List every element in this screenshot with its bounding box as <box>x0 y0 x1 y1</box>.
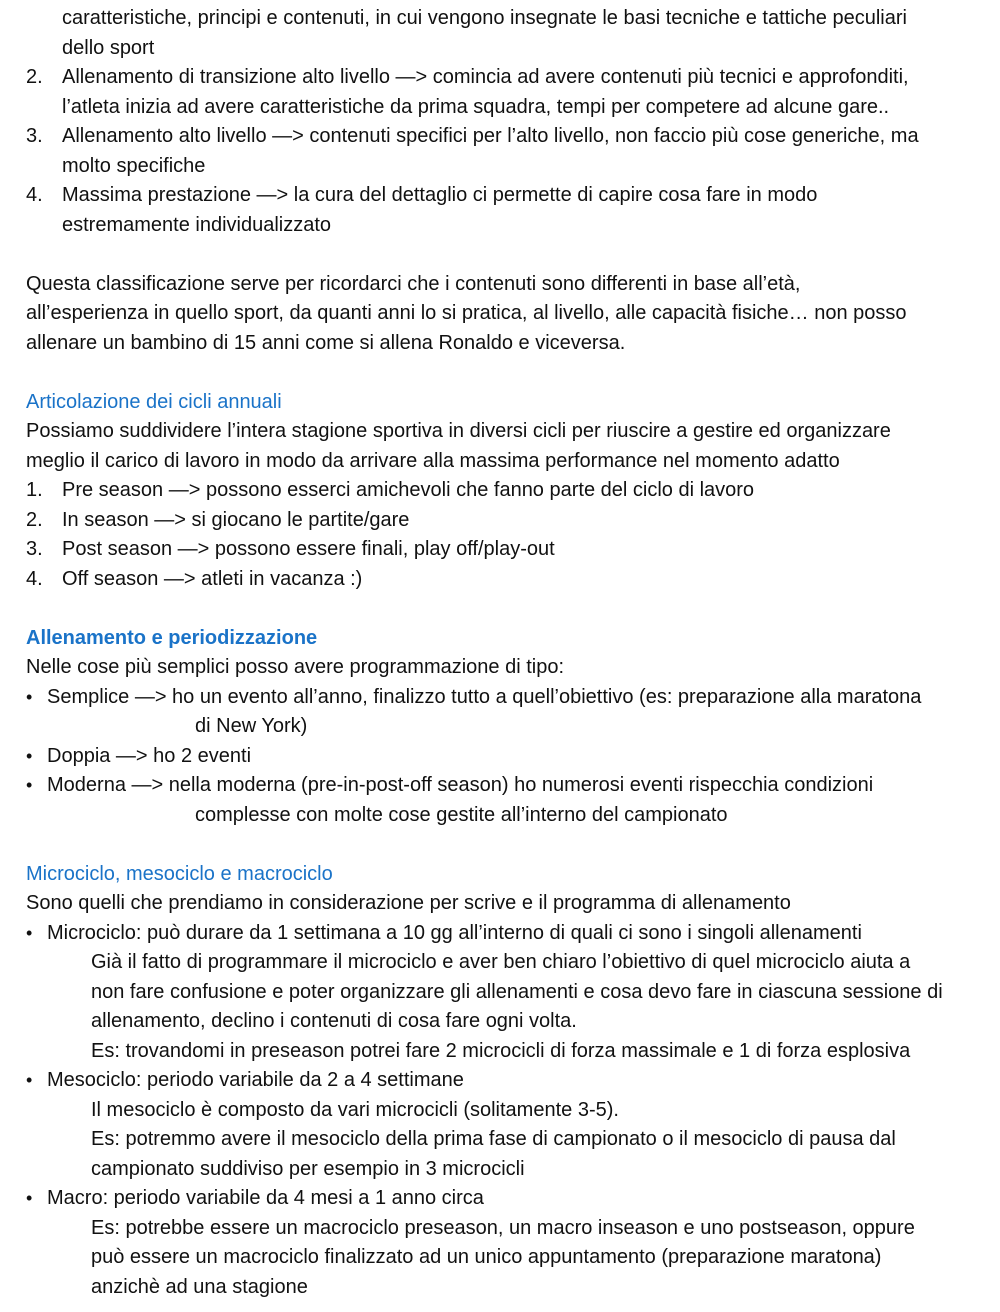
bullet-icon: • <box>26 1188 33 1208</box>
list-item: 1. Pre season —> possono esserci amichevoli che fanno parte del ciclo di lavoro <box>26 479 755 501</box>
bullet-item-macrociclo: • Macro: periodo variabile da 4 mesi a 1 anno circa Es: potrebbe essere un macrociclo preseason, un macro inseason e uno postseason, oppure può essere un macrociclo finalizzato ad un unico appuntamento (preparazione maratona) anzichè ad una stagione <box>26 1184 976 1302</box>
list-item: 4. Off season —> atleti in vacanza :) <box>26 567 363 590</box>
bullet-icon: • <box>26 1070 33 1090</box>
bullet-item-semplice: • Semplice —> ho un evento all’anno, finalizzo tutto a quell’obiettivo (es: preparazione alla maratona di New York) <box>26 683 976 742</box>
bullet-icon: • <box>26 686 33 707</box>
document-page <box>26 4 976 1302</box>
list-item: 2. In season —> si giocano le partite/gare <box>26 508 410 531</box>
list-item: 3. Post season —> possono essere finali, play off/play-out <box>26 538 555 560</box>
bullet-icon: • <box>26 775 33 795</box>
bullet-item-moderna: • Moderna —> nella moderna (pre-in-post-off season) ho numerosi eventi rispecchia condizioni complesse con molte cose gestite all’interno del campionato <box>26 771 976 830</box>
spacer <box>26 830 976 860</box>
list-item-1-continuation: caratteristiche, principi e contenuti, in cui vengono insegnate le basi tecniche e tattiche peculiari dello sport <box>62 7 907 59</box>
periodizzazione-intro: Nelle cose più semplici posso avere programmazione di tipo: <box>26 656 565 678</box>
list-item-3: 3. Allenamento alto livello —> contenuti specifici per l’alto livello, non faccio più cose generiche, ma molto specifiche <box>26 125 919 177</box>
heading-periodizzazione: Allenamento e periodizzazione <box>26 626 318 649</box>
classification-paragraph: Questa classificazione serve per ricordarci che i contenuti sono differenti in base all’età, all’esperienza in quello sport, da quanti anni lo si pratica, al livello, alle capacità fisiche… non posso allenare un bambino di 15 anni come si allena Ronaldo e viceversa. <box>26 272 907 354</box>
list-item-2: 2. Allenamento di transizione alto livello —> comincia ad avere contenuti più tecnici e approfonditi, l’atleta inizia ad avere caratteristiche da prima squadra, tempi per competere ad alcune gare.. <box>26 66 909 118</box>
bullet-item-mesociclo: • Mesociclo: periodo variabile da 2 a 4 settimane Il mesociclo è composto da vari microcicli (solitamente 3-5). Es: potremmo avere il mesociclo della prima fase di campionato o il mesociclo di pausa dal campionato suddiviso per esempio in 3 microcicli <box>26 1066 976 1184</box>
cicli-intro: Possiamo suddividere l’intera stagione sportiva in diversi cicli per riuscire a gestire ed organizzare meglio il carico di lavoro in modo da arrivare alla massima performance nel momento adatto <box>26 420 891 472</box>
bullet-icon: • <box>26 745 33 766</box>
spacer <box>26 240 976 270</box>
bullet-item-microciclo: • Microciclo: può durare da 1 settimana a 10 gg all’interno di quali ci sono i singoli allenamenti Già il fatto di programmare il microciclo e aver ben chiaro l’obiettivo di quel microciclo aiuta a non fare confusione e poter organizzare gli allenamenti e cosa devo fare in ciascuna sessione di allenamento, declino i contenuti di cosa fare ogni volta. Es: trovandomi in preseason potrei fare 2 microcicli di forza massimale e 1 di forza esplosiva <box>26 919 976 1067</box>
microciclo-intro: Sono quelli che prendiamo in considerazione per scrive e il programma di allenamento <box>26 892 791 914</box>
spacer <box>26 594 976 624</box>
heading-cicli-annuali: Articolazione dei cicli annuali <box>26 390 282 413</box>
heading-microciclo: Microciclo, mesociclo e macrociclo <box>26 862 333 885</box>
bullet-item-doppia: • Doppia —> ho 2 eventi <box>26 742 976 772</box>
bullet-icon: • <box>26 922 33 943</box>
list-item-4: 4. Massima prestazione —> la cura del dettaglio ci permette di capire cosa fare in modo estremamente individualizzato <box>26 184 818 236</box>
spacer <box>26 358 976 388</box>
